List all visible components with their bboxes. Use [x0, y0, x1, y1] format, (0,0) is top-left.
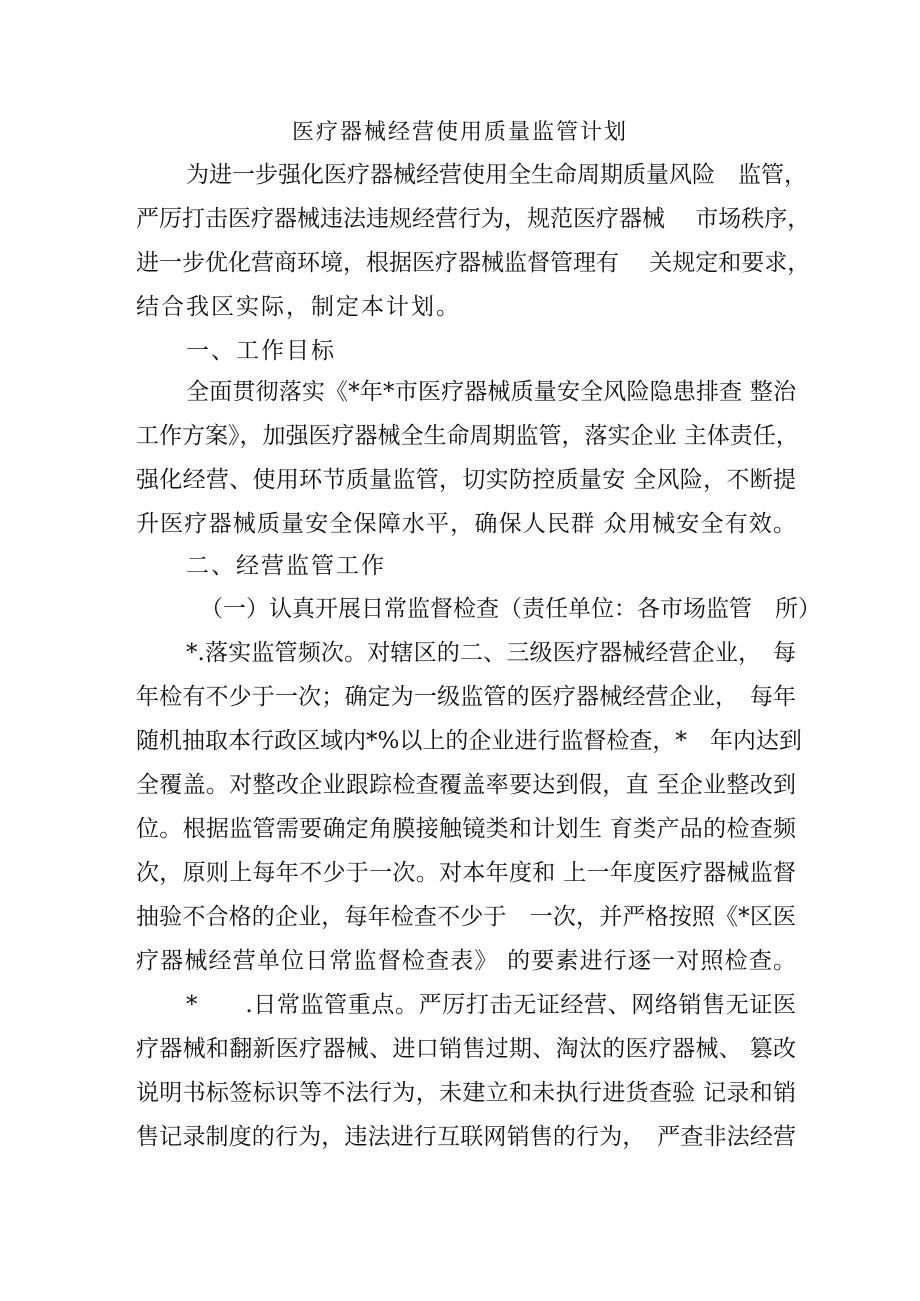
paragraph-line: 强化经营、使用环节质量监管，切实防控质量安 全风险，不断提: [136, 467, 796, 493]
document-title: 医疗器械经营使用质量监管计划: [291, 120, 628, 145]
paragraph-line: 次，原则上每年不少于一次。对本年度和 上一年度医疗器械监督: [136, 860, 796, 886]
paragraph-line: 说明书标签标识等不法行为，未建立和未执行进货查验 记录和销: [136, 1080, 796, 1106]
paragraph-line: 疗器械经营单位日常监督检查表》 的要素进行逐一对照检查。: [136, 948, 796, 974]
section-heading: 二、经营监管工作: [186, 553, 386, 579]
paragraph-line: 结合我区实际，制定本计划。: [136, 294, 461, 320]
paragraph-line: 抽验不合格的企业，每年检查不少于 一次，并严格按照《*区医: [136, 904, 796, 930]
subsection-heading: （一）认真开展日常监督检查（责任单位：各市场监管 所）: [200, 596, 821, 622]
paragraph-line: 工作方案》，加强医疗器械全生命周期监管，落实企业 主体责任，: [136, 423, 799, 449]
paragraph-line: 进一步优化营商环境，根据医疗器械监督管理有 关规定和要求，: [136, 250, 811, 276]
paragraph-line: 全覆盖。对整改企业跟踪检查覆盖率要达到假，直 至企业整改到: [136, 772, 796, 798]
paragraph-line: 严厉打击医疗器械违法违规经营行为，规范医疗器械 市场秩序，: [136, 206, 811, 232]
paragraph-line: 年检有不少于一次；确定为一级监管的医疗器械经营企业， 每年: [136, 684, 796, 710]
section-heading: 一、工作目标: [186, 338, 336, 364]
paragraph-line: 位。根据监管需要确定角膜接触镜类和计划生 育类产品的检查频: [136, 816, 796, 842]
paragraph-line: * .日常监管重点。严厉打击无证经营、网络销售无证医: [186, 992, 796, 1018]
paragraph-line: 全面贯彻落实《*年*市医疗器械质量安全风险隐患排查 整治: [186, 379, 796, 405]
paragraph-line: 售记录制度的行为，违法进行互联网销售的行为， 严查非法经营: [136, 1124, 796, 1150]
paragraph-line: *.落实监管频次。对辖区的二、三级医疗器械经营企业， 每: [186, 640, 796, 666]
paragraph-line: 升医疗器械质量安全保障水平，确保人民群 众用械安全有效。: [136, 511, 796, 537]
paragraph-line: 随机抽取本行政区域内*%以上的企业进行监督检查，* 年内达到: [136, 728, 802, 754]
paragraph-line: 为进一步强化医疗器械经营使用全生命周期质量风险 监管，: [186, 162, 807, 188]
paragraph-line: 疗器械和翻新医疗器械、进口销售过期、淘汰的医疗器械、 篡改: [136, 1036, 796, 1062]
